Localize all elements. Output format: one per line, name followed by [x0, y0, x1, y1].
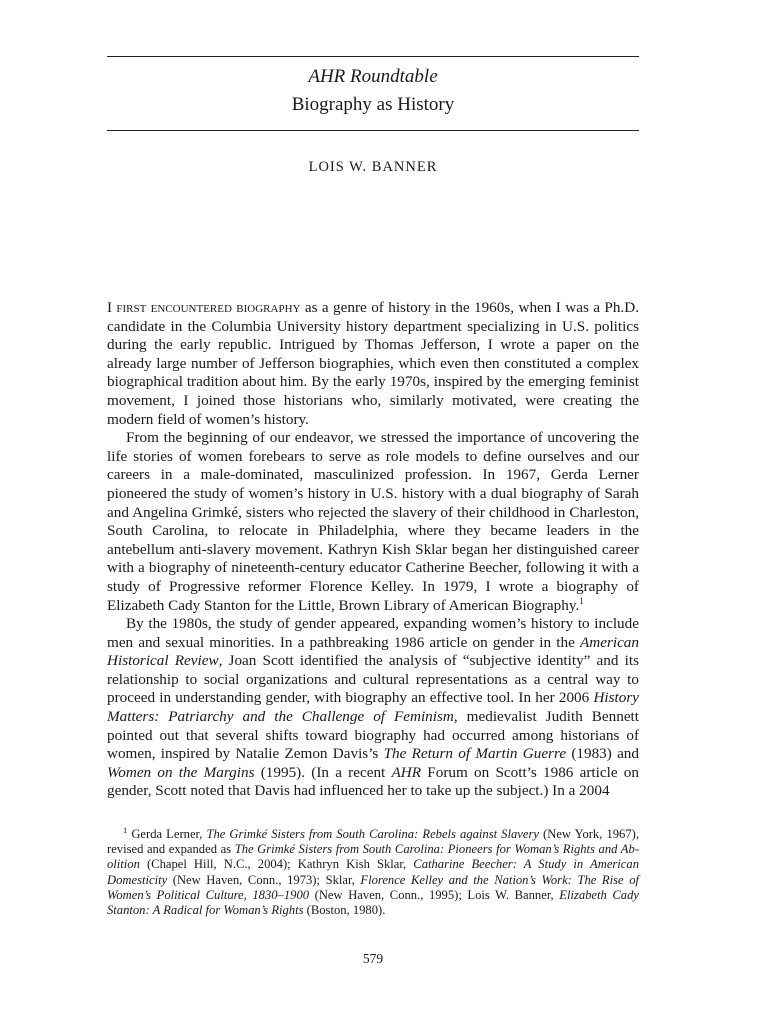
- article-title: Biography as History: [291, 94, 455, 115]
- header-top-rule: [107, 56, 639, 57]
- header-bottom-rule: [107, 130, 639, 131]
- paragraph-3: [107, 615, 639, 801]
- journal-title: American Historical Review: [107, 633, 639, 670]
- footnote-book-title: The Grimké Sisters from South Carolina: Pioneers for Woman’s Rights and Abolition: [107, 842, 640, 872]
- paragraph-3-text: (1995). (In a recent: [254, 763, 392, 781]
- footnote-book-title: Florence Kelley and the Nation’s Work: The Rise of Women’s Political Culture, 1830–1900: [107, 872, 639, 902]
- paragraph-3-text: By the 1980s, the study of gender appeared, expanding women’s history to include men and sexual minorities. In a pathbreaking 1986 article on gender in the: [107, 615, 639, 651]
- footnote-text: [107, 824, 640, 918]
- paragraph-3-text: (1983) and: [566, 745, 639, 763]
- journal-abbreviation: AHR: [391, 763, 422, 781]
- footnote-1: [107, 824, 640, 918]
- footnote-book-title: Catharine Beecher: A Study in American Domesticity: [107, 857, 639, 887]
- paragraph-1: [107, 299, 639, 429]
- page-number: 579: [362, 951, 384, 966]
- footnote-segment: (New Haven, Conn., 1973); Sklar,: [167, 872, 361, 887]
- footnote-book-title: The Grimké Sisters from South Carolina: Rebels against Slavery: [206, 827, 539, 841]
- book-title: Women on the Margins: [107, 763, 255, 781]
- footnote-segment: Gerda Lerner,: [127, 827, 207, 841]
- footnote-segment: (New Haven, Conn., 1995); Lois W. Banner,: [309, 887, 560, 902]
- paragraph-1-text: as a genre of history in the 1960s, when I was a Ph.D. candidate in the Columbia University history department specializing in U.S. politics during the early republic. Intrigued by Thomas Jefferson, I wrote a paper on the already large number of Jefferson biographies, which even then constituted a complex biographical tradition about him. By the early 1970s, inspired by the emerging feminist movement, I joined those historians who, similarly motivated, were creating the modern field of women’s history.: [107, 299, 639, 428]
- book-title: History Matters: Patriarchy and the Challenge of Feminism: [107, 689, 639, 726]
- footnote-segment: (New York, 1967), revised and expanded as: [107, 827, 639, 857]
- footnote-reference[interactable]: 1: [579, 595, 584, 606]
- author-name: LOIS W. BANNER: [308, 159, 438, 175]
- paragraph-3-text: Forum on Scott’s 1986 article on gender, Scott noted that Davis had influenced her to take up the subject.) In a 2004: [107, 763, 639, 800]
- footnote-segment: (Chapel Hill, N.C., 2004); Kathryn Kish Sklar,: [139, 857, 414, 872]
- paragraph-2: [107, 429, 639, 615]
- roundtable-series-title: AHR Roundtable: [308, 66, 438, 87]
- paragraph-1-lead-in: I first encountered biography: [107, 300, 301, 316]
- footnote-mark: 1: [123, 824, 128, 835]
- footnote-book-title: Elizabeth Cady Stanton: A Radical for Woman’s Rights: [107, 887, 639, 918]
- paragraph-3-text: , Joan Scott identified the analysis of “subjective identity” and its relationship to social organizations and cultural representations as a central way to proceed in understanding gender, with biography an effective tool. In her 2006: [107, 652, 639, 707]
- paragraph-3-text: , medievalist Judith Bennett pointed out that several shifts toward biography had occurred among historians of women, inspired by Natalie Zemon Davis’s: [107, 708, 640, 763]
- footnote-segment: (Boston, 1980).: [303, 903, 386, 918]
- article-body: [107, 299, 639, 801]
- book-title: The Return of Martin Guerre: [383, 745, 567, 763]
- paragraph-2-text: From the beginning of our endeavor, we stressed the importance of uncovering the life stories of women forebears to serve as role models to define ourselves and our careers in a male-dominated, masculinized profession. In 1967, Gerda Lerner pioneered the study of women’s history in U.S. history with a dual biography of Sarah and Angelina Grimké, sisters who rejected the slavery of their childhood in Charleston, South Carolina, to relocate in Philadelphia, where they became leaders in the antebellum anti-slavery movement. Kathryn Kish Sklar began her distinguished career with a biography of nineteenth-century educator Catherine Beecher, following it with a study of Progressive reformer Florence Kelley. In 1979, I wrote a biography of Elizabeth Cady Stanton for the Little, Brown Library of American Biography.: [107, 429, 639, 614]
